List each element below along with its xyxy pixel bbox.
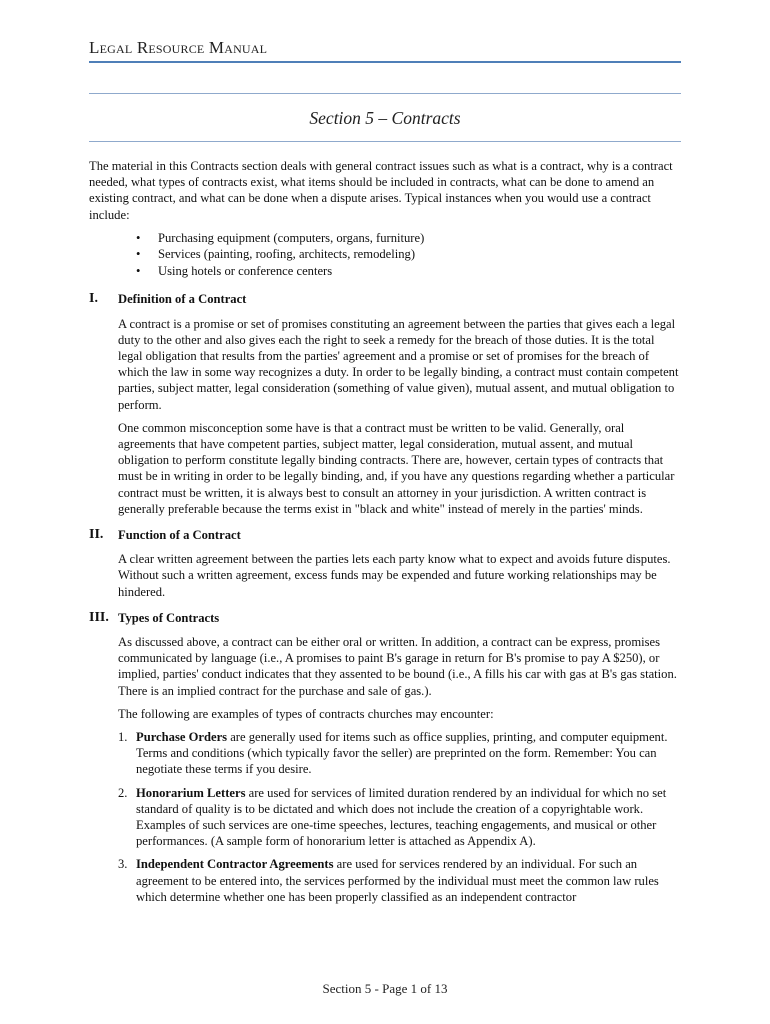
item-number: 2. (118, 785, 128, 800)
section-numeral: III. (89, 609, 109, 625)
paragraph: The following are examples of types of contracts churches may encounter: (118, 706, 494, 721)
list-item (136, 230, 681, 247)
section-title-rule-bottom (89, 141, 681, 142)
item-text: are used for services rendered by an individual. For such an agreement to be entered into, the services performed by the individual must meet the common law rules which determine whether one has been properly classified as an independent contractor (136, 857, 659, 904)
manual-header-title: Legal Resource Manual (89, 38, 268, 57)
paragraph: One common misconception some have is that a contract must be written to be valid. Generally, oral agreements that have competent parties, subject matter, legal consideration, mutual assent, and mutual obligation to perform constitute legally binding contracts. There are, however, certain types of contracts that must be in writing in order to be legally binding, and, if you have any questions regarding whether a particular contract must be written, it is always best to consult an attorney in your jurisdiction. A written contract is generally preferable because the terms exist in "black and white" instead of merely in the parties' minds. (118, 420, 675, 516)
bullet-text: Services (painting, roofing, architects, remodeling) (158, 247, 416, 262)
list-item (136, 246, 681, 263)
section-types (89, 610, 681, 905)
list-item (136, 263, 681, 280)
list-item (118, 729, 681, 778)
bullet-icon: • (136, 263, 141, 278)
use-cases-list (89, 230, 681, 280)
section-definition (89, 291, 681, 517)
section-heading: Function of a Contract (118, 527, 241, 542)
intro-paragraph: The material in this Contracts section deals with general contract issues such as what is a contract, why is a contract needed, what types of contracts exist, what items should be included in contracts, what can be done to amend an existing contract, and what can be done when a dispute arises. Typical instances when you would use a contract include: (89, 159, 673, 222)
section-heading: Types of Contracts (118, 610, 220, 625)
list-item (118, 785, 681, 850)
item-number: 3. (118, 857, 128, 872)
page-footer: Section 5 - Page 1 of 13 (322, 981, 448, 996)
item-term: Honorarium Letters (136, 785, 246, 800)
section-function (89, 527, 681, 600)
bullet-text: Purchasing equipment (computers, organs, furniture) (158, 230, 425, 245)
section-heading: Definition of a Contract (118, 292, 247, 307)
item-number: 1. (118, 729, 128, 744)
header-rule (89, 61, 681, 63)
list-item (118, 856, 681, 905)
contract-types-list (118, 729, 681, 905)
section-title: Section 5 – Contracts (309, 108, 461, 128)
section-numeral: II. (89, 526, 104, 542)
section-numeral: I. (89, 291, 98, 307)
section-title-rule-top (89, 93, 681, 94)
paragraph: A clear written agreement between the parties lets each party know what to expect and avoids future disputes. Without such a written agreement, excess funds may be expended and future working relationships may be hindered. (118, 552, 671, 599)
item-term: Independent Contractor Agreements (136, 857, 334, 872)
bullet-icon: • (136, 247, 141, 262)
paragraph: A contract is a promise or set of promises constituting an agreement between the parties that gives each a legal duty to the other and also gives each the right to seek a remedy for the breach of those duties. It is the total legal obligation that results from the parties' agreement and a promise or set of promises for the breach of which the law in some way recognizes a duty. In order to be legally binding, a contract must contain competent parties, subject matter, legal consideration (something of value given), mutual assent, and mutual obligation to perform. (118, 316, 679, 412)
item-text: are generally used for items such as office supplies, printing, and computer equipment. Terms and conditions (which typically favor the seller) are preprinted on the form. Remember: You can negotiate these terms if you desire. (136, 729, 668, 777)
item-text: are used for services of limited duration rendered by an individual for which no set standard of quality is to be dictated and which does not include the creation of a copyrightable work. Examples of such services are one-time speeches, lectures, teaching engagements, and musical or other performances. (A sample form of honorarium letter is attached as Appendix A). (136, 785, 667, 849)
item-term: Purchase Orders (136, 729, 228, 744)
document-body (89, 158, 681, 912)
paragraph: As discussed above, a contract can be either oral or written. In addition, a contract can be express, promises communicated by language (i.e., A promises to paint B's garage in return for B's promise to pay A $250), or implied, parties' conduct indicates that they assented to be bound (i.e., A fills his car with gas at B's gas station. There is an implied contract for the purchase and sale of gas.). (118, 634, 677, 698)
bullet-text: Using hotels or conference centers (158, 263, 333, 278)
bullet-icon: • (136, 230, 141, 245)
